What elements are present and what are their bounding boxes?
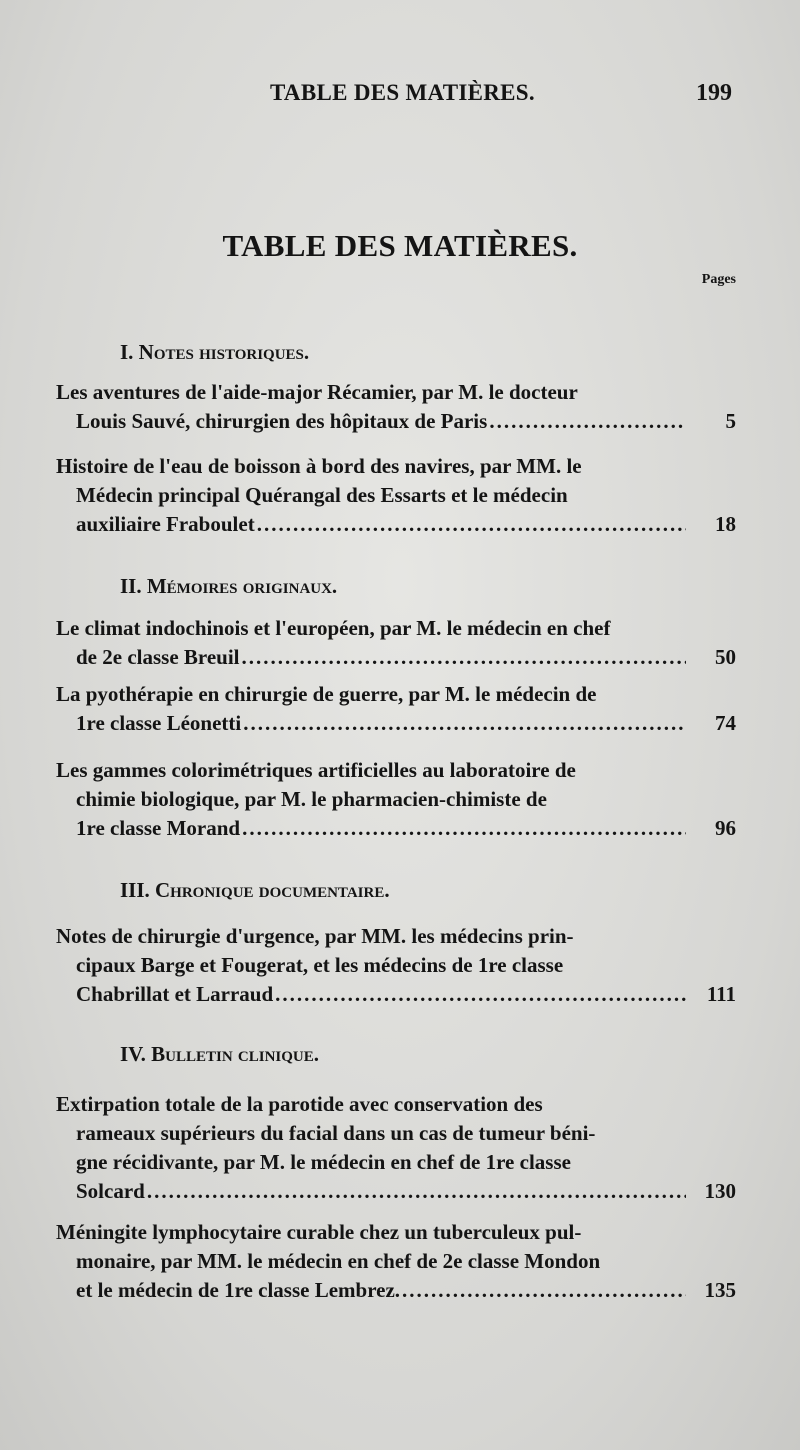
toc-entry[interactable] (56, 680, 736, 738)
entry-page-number: 5 (725, 409, 736, 433)
entry-line: cipaux Barge et Fougerat, et les médecins de 1re classe (76, 953, 564, 977)
toc-entry[interactable] (56, 378, 736, 436)
section-heading-3: III. Chronique documentaire. (120, 878, 390, 902)
entry-line: monaire, par MM. le médecin en chef de 2e classe Mondon (76, 1249, 601, 1273)
toc-entry[interactable] (56, 452, 736, 539)
entry-last-line (56, 709, 736, 738)
entry-line: 1re classe Léonetti (76, 711, 242, 735)
entry-last-line (56, 407, 736, 436)
entry-page-number: 18 (715, 512, 736, 536)
running-title: TABLE DES MATIÈRES. (270, 80, 535, 105)
entry-line: Solcard (76, 1179, 145, 1203)
entry-page-number: 96 (715, 816, 736, 840)
entry-page-number: 130 (704, 1179, 736, 1203)
section-heading-2: II. Mémoires originaux. (120, 574, 338, 598)
entry-line: de 2e classe Breuil (76, 645, 240, 669)
running-head (0, 80, 800, 110)
pages-column-label: Pages (701, 272, 736, 287)
entry-line: Extirpation totale de la parotide avec conservation des (56, 1092, 543, 1116)
entry-page-number: 50 (715, 645, 736, 669)
dot-leader (489, 407, 686, 436)
entry-last-line (56, 1177, 736, 1206)
entry-line: Notes de chirurgie d'urgence, par MM. les médecins prin- (56, 924, 574, 948)
dot-leader (147, 1177, 686, 1206)
dot-leader (242, 814, 686, 843)
dot-leader (275, 980, 686, 1009)
entry-line: 1re classe Morand (76, 816, 241, 840)
entry-line: Les gammes colorimétriques artificielles au laboratoire de (56, 758, 576, 782)
entry-line: Chabrillat et Larraud (76, 982, 274, 1006)
entry-line: Médecin principal Quérangal des Essarts et le médecin (76, 483, 568, 507)
dot-leader (243, 709, 686, 738)
dot-leader (402, 1276, 686, 1305)
entry-line: rameaux supérieurs du facial dans un cas de tumeur béni- (76, 1121, 596, 1145)
entry-line: Histoire de l'eau de boisson à bord des navires, par MM. le (56, 454, 582, 478)
entry-page-number: 111 (706, 982, 736, 1006)
entry-line: chimie biologique, par M. le pharmacien-chimiste de (76, 787, 547, 811)
entry-last-line (56, 643, 736, 672)
entry-last-line (56, 1276, 736, 1305)
entry-line: Les aventures de l'aide-major Récamier, par M. le docteur (56, 380, 578, 404)
entry-page-number: 135 (704, 1278, 736, 1302)
entry-line: et le médecin de 1re classe Lembrez. (76, 1278, 401, 1302)
section-heading-4: IV. Bulletin clinique. (120, 1042, 320, 1066)
dot-leader (257, 510, 686, 539)
entry-line: Louis Sauvé, chirurgien des hôpitaux de Paris (76, 409, 488, 433)
entry-last-line (56, 814, 736, 843)
page-title: TABLE DES MATIÈRES. (222, 228, 578, 263)
entry-line: gne récidivante, par M. le médecin en chef de 1re classe (76, 1150, 571, 1174)
entry-last-line (56, 510, 736, 539)
entry-line: Le climat indochinois et l'européen, par M. le médecin en chef (56, 616, 611, 640)
toc-entry[interactable] (56, 756, 736, 843)
entry-line: Méningite lymphocytaire curable chez un tuberculeux pul- (56, 1220, 582, 1244)
entry-page-number: 74 (715, 711, 736, 735)
toc-entry[interactable] (56, 614, 736, 672)
dot-leader (242, 643, 686, 672)
entry-line: auxiliaire Fraboulet (76, 512, 255, 536)
toc-entry[interactable] (56, 1090, 736, 1206)
entry-last-line (56, 980, 736, 1009)
page-number: 199 (696, 80, 732, 106)
toc-entry[interactable] (56, 1218, 736, 1305)
entry-line: La pyothérapie en chirurgie de guerre, par M. le médecin de (56, 682, 597, 706)
section-heading-1: I. Notes historiques. (120, 340, 310, 364)
toc-entry[interactable] (56, 922, 736, 1009)
